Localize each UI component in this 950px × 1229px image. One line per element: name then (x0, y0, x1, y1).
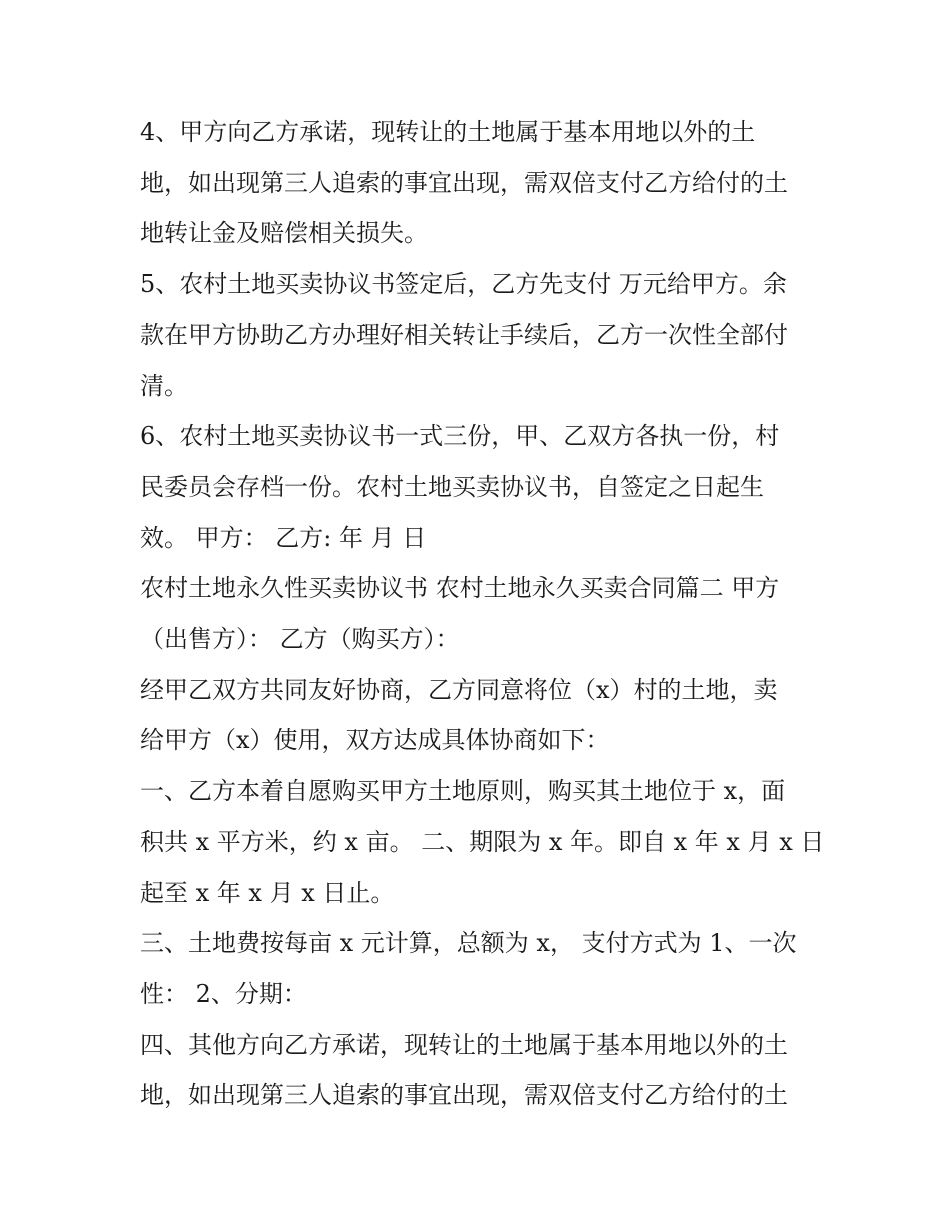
text-line: 地，如出现第三人追索的事宜出现，需双倍支付乙方给付的土 (140, 168, 788, 197)
text-line: 地转让金及赔偿相关损失。 (140, 219, 428, 248)
text-line: 6、农村土地买卖协议书一式三份，甲、乙双方各执一份，村 (140, 422, 780, 451)
text-line: 民委员会存档一份。农村土地买卖协议书，自签定之日起生 (140, 472, 764, 501)
text-line: 清。 (140, 371, 188, 400)
text-line: （出售方）： 乙方（购买方）： (140, 625, 460, 654)
text-line: 给甲方（x）使用，双方达成具体协商如下： (140, 726, 610, 755)
text-line: 经甲乙双方共同友好协商，乙方同意将位（x）村的土地，卖 (140, 675, 778, 704)
text-line: 一、乙方本着自愿购买甲方土地原则，购买其土地位于 x，面 (140, 777, 786, 806)
text-line: 5、农村土地买卖协议书签定后，乙方先支付 万元给甲方。余 (140, 270, 787, 299)
clause-4-paragraph (140, 107, 820, 259)
text-line: 积共 x 平方米，约 x 亩。 二、期限为 x 年。即自 x 年 x 月 x 日 (140, 827, 825, 856)
text-line: 4、甲方向乙方承诺，现转让的土地属于基本用地以外的土 (140, 118, 756, 146)
text-line: 款在甲方协助乙方办理好相关转让手续后，乙方一次性全部付 (140, 320, 788, 349)
text-line: 四、其他方向乙方承诺，现转让的土地属于基本用地以外的土 (140, 1030, 788, 1059)
clause-5-paragraph (140, 259, 820, 411)
text-line: 性： 2、分期： (140, 979, 307, 1008)
article-four-paragraph (140, 1020, 820, 1121)
article-one-paragraph (140, 766, 825, 918)
article-three-paragraph (140, 918, 820, 1019)
clause-6-paragraph (140, 411, 820, 563)
text-line: 起至 x 年 x 月 x 日止。 (140, 878, 395, 907)
section-two-heading-paragraph (140, 563, 820, 664)
text-line: 三、土地费按每亩 x 元计算，总额为 x， 支付方式为 1、一次 (140, 929, 797, 958)
agreement-intro-paragraph (140, 665, 820, 766)
text-line: 效。 甲方： 乙方: 年 月 日 (140, 523, 427, 552)
document-body (140, 107, 825, 1121)
text-line: 地，如出现第三人追索的事宜出现，需双倍支付乙方给付的土 (140, 1081, 788, 1110)
text-line: 农村土地永久性买卖协议书 农村土地永久买卖合同篇二 甲方 (140, 574, 780, 603)
